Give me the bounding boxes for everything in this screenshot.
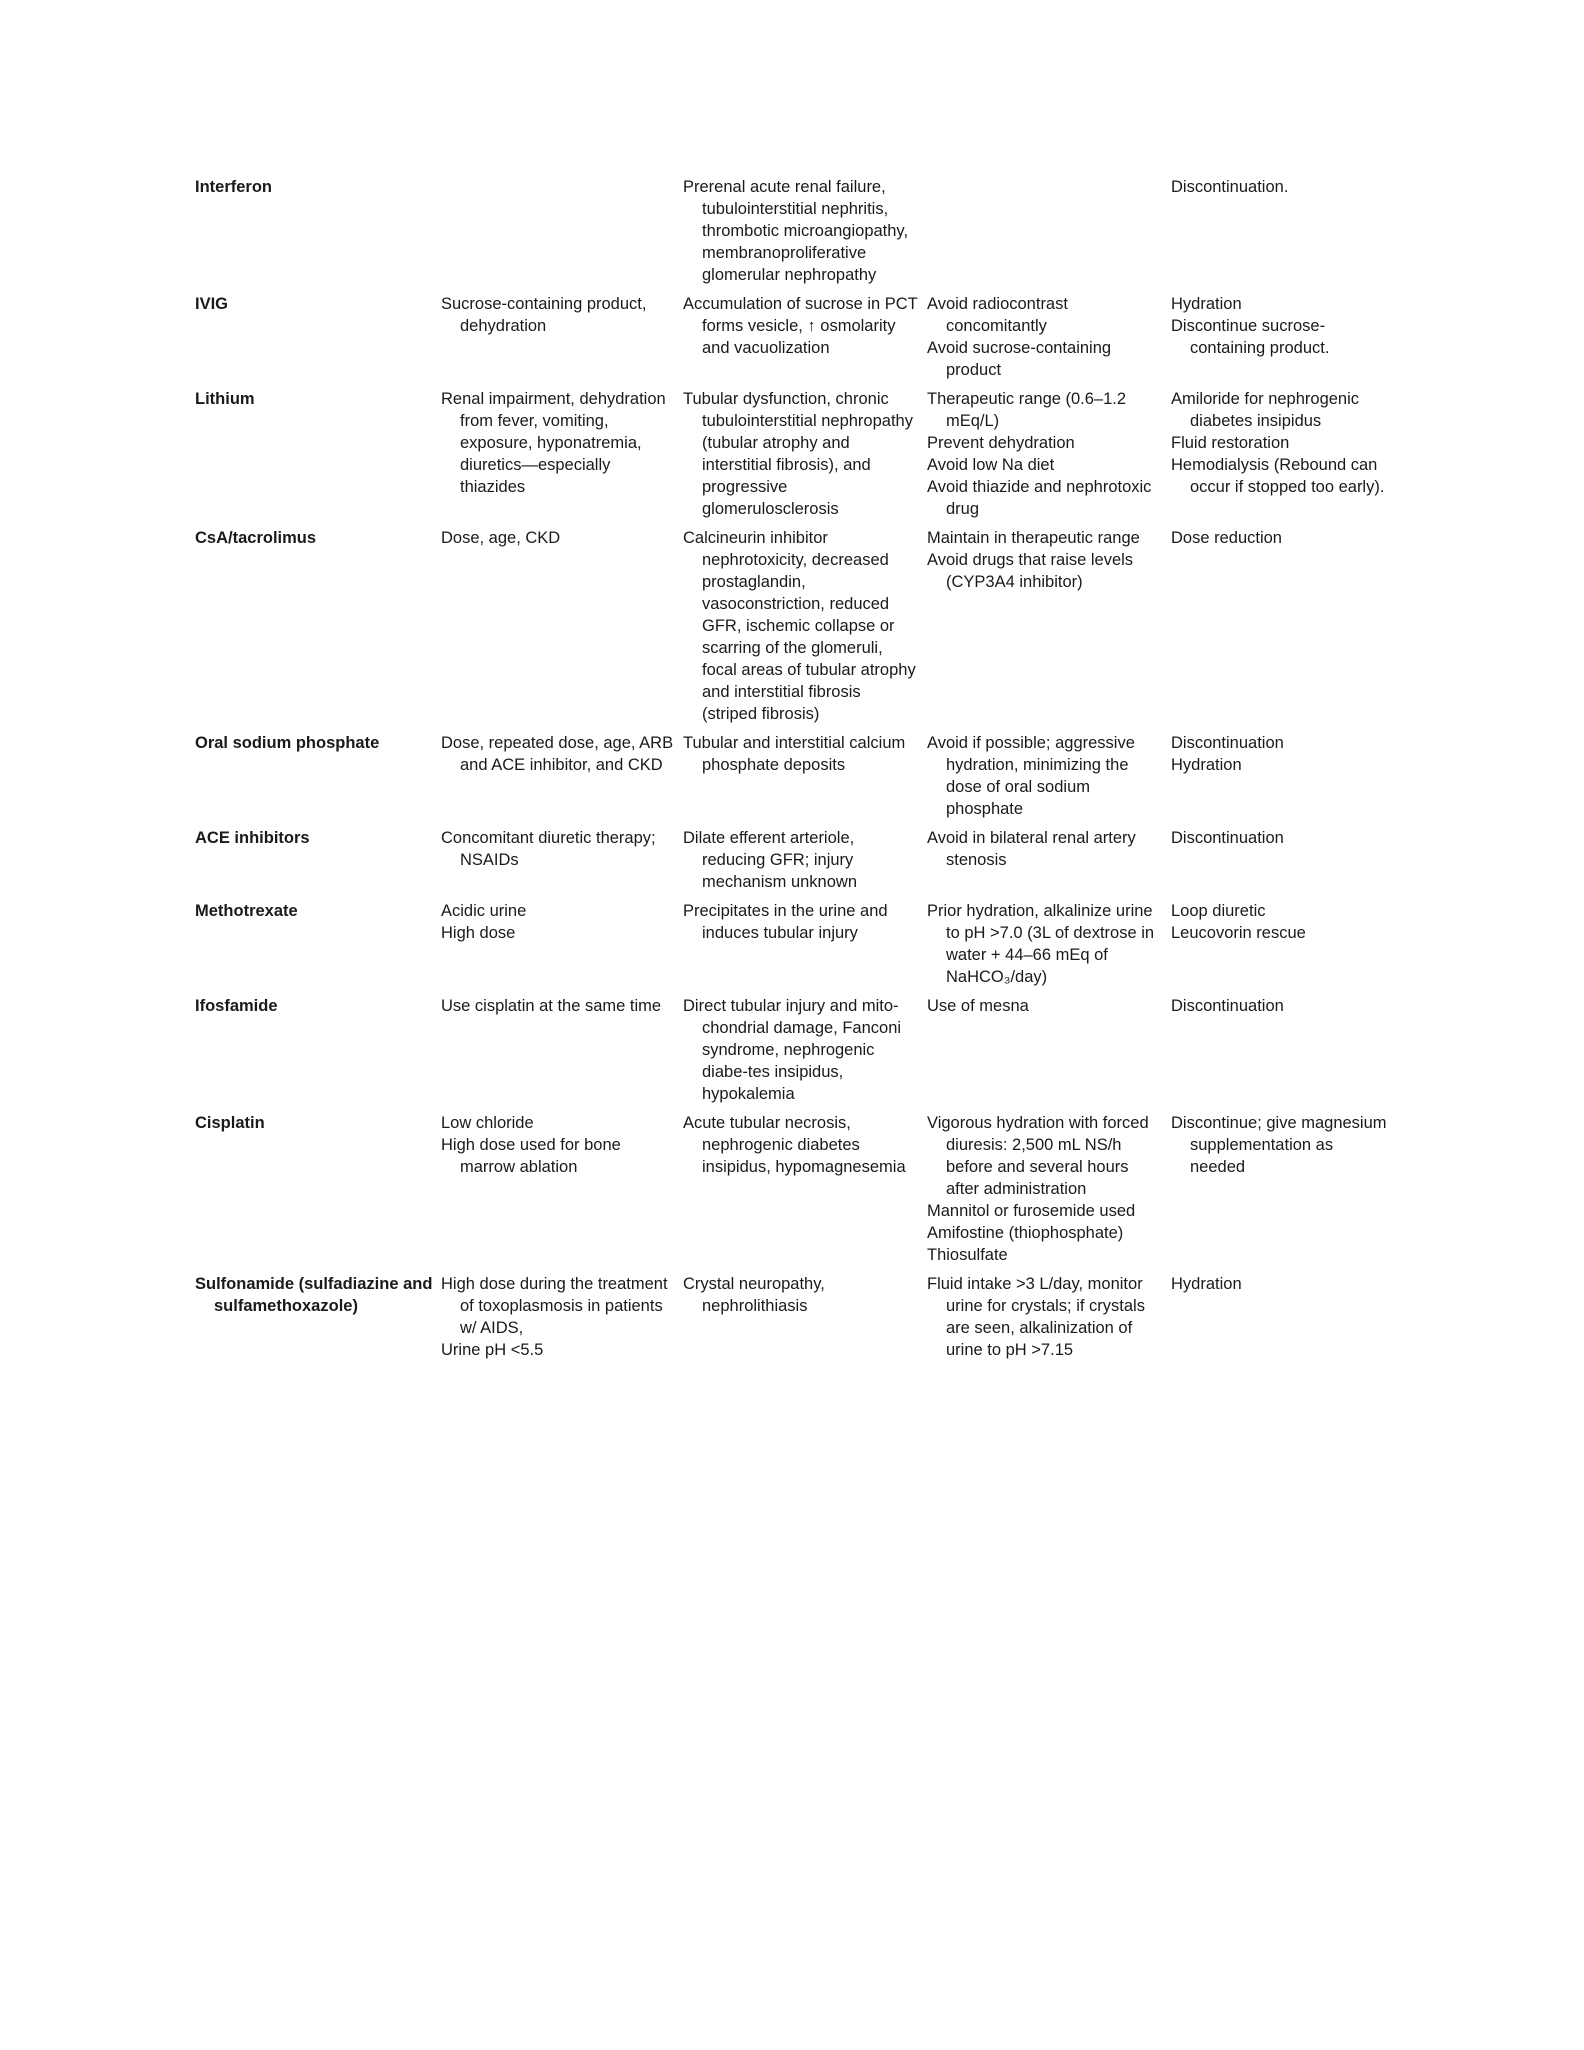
management-cell [1167,527,1391,732]
prevention-cell [923,900,1167,995]
drug-name-cell [191,1112,437,1273]
management-text: Amiloride for nephrogenic diabetes insipidus [1171,390,1360,430]
prevention-text: Avoid drugs that raise levels (CYP3A4 inhibitor) [927,551,1134,591]
management-cell [1167,732,1391,827]
mechanism-cell [679,293,923,388]
management-text: Leucovorin rescue [1171,924,1306,942]
management-text: Loop diuretic [1171,902,1266,920]
management-text: Discontinue; give magnesium supplementation as needed [1171,1114,1387,1176]
risk-text: Sucrose-containing product, dehydration [441,295,647,335]
risk-factors-cell [437,1273,679,1368]
risk-text: Concomitant diuretic therapy; NSAIDs [441,829,656,869]
risk-factors-cell [437,293,679,388]
mechanism-text: Dilate efferent arteriole, reducing GFR; injury mechanism unknown [683,829,857,891]
table-row [191,176,1391,293]
mechanism-cell [679,827,923,900]
prevention-text: Avoid low Na diet [927,456,1055,474]
drug-text: ACE inhibitors [195,829,310,847]
prevention-text: Avoid thiazide and nephrotoxic drug [927,478,1152,518]
risk-factors-cell [437,827,679,900]
mechanism-cell [679,176,923,293]
risk-factors-cell [437,1112,679,1273]
drug-text: Sulfonamide (sulfadiazine and sulfamethoxazole) [195,1275,433,1315]
prevention-text: Thiosulfate [927,1246,1008,1264]
management-text: Hydration [1171,756,1242,774]
management-text: Hemodialysis (Rebound can occur if stopped too early). [1171,456,1385,496]
drug-text: Methotrexate [195,902,298,920]
mechanism-cell [679,1273,923,1368]
drug-name-cell [191,293,437,388]
risk-text: Dose, age, CKD [441,529,561,547]
prevention-cell [923,1112,1167,1273]
risk-factors-cell [437,176,679,293]
management-cell [1167,995,1391,1112]
mechanism-cell [679,1112,923,1273]
drug-text: CsA/tacrolimus [195,529,317,547]
risk-factors-cell [437,900,679,995]
management-text: Discontinuation [1171,997,1284,1015]
management-cell [1167,827,1391,900]
mechanism-text: Accumulation of sucrose in PCT forms vesicle, ↑ osmolarity and vacuolization [683,295,918,357]
prevention-cell [923,827,1167,900]
drug-text: Oral sodium phosphate [195,734,380,752]
mechanism-text: Prerenal acute renal failure, tubulointerstitial nephritis, thrombotic microangiopathy, membranoproliferative glomerular nephropathy [683,178,909,284]
drug-name-cell [191,388,437,527]
risk-text: Acidic urine [441,902,527,920]
mechanism-cell [679,732,923,827]
drug-name-cell [191,176,437,293]
drug-name-cell [191,827,437,900]
risk-factors-cell [437,388,679,527]
management-text: Discontinuation [1171,734,1284,752]
risk-factors-cell [437,732,679,827]
prevention-text: Therapeutic range (0.6–1.2 mEq/L) [927,390,1127,430]
prevention-cell [923,388,1167,527]
management-cell [1167,900,1391,995]
drug-name-cell [191,732,437,827]
table-row [191,732,1391,827]
drug-name-cell [191,527,437,732]
prevention-text: Use of mesna [927,997,1029,1015]
prevention-cell [923,1273,1167,1368]
management-text: Discontinuation. [1171,178,1289,196]
risk-text: Use cisplatin at the same time [441,997,662,1015]
table-row [191,995,1391,1112]
table-row [191,1273,1391,1368]
prevention-cell [923,527,1167,732]
prevention-text: Avoid if possible; aggressive hydration, minimizing the dose of oral sodium phosphate [927,734,1135,818]
management-cell [1167,293,1391,388]
mechanism-text: Tubular dysfunction, chronic tubulointerstitial nephropathy (tubular atrophy and interstitial fibrosis), and progressive glomerulosclerosis [683,390,913,518]
drug-name-cell [191,1273,437,1368]
prevention-cell [923,293,1167,388]
risk-factors-cell [437,527,679,732]
risk-text: High dose [441,924,516,942]
drug-text: Ifosfamide [195,997,278,1015]
management-text: Discontinuation [1171,829,1284,847]
prevention-text: Amifostine (thiophosphate) [927,1224,1124,1242]
mechanism-cell [679,995,923,1112]
management-text: Dose reduction [1171,529,1282,547]
risk-text: Low chloride [441,1114,534,1132]
mechanism-text: Acute tubular necrosis, nephrogenic diabetes insipidus, hypomagnesemia [683,1114,906,1176]
mechanism-text: Precipitates in the urine and induces tubular injury [683,902,888,942]
management-text: Fluid restoration [1171,434,1290,452]
table-body [191,176,1391,1368]
prevention-text: Fluid intake >3 L/day, monitor urine for crystals; if crystals are seen, alkalinization of urine to pH >7.15 [927,1275,1145,1359]
risk-factors-cell [437,995,679,1112]
prevention-cell [923,732,1167,827]
prevention-text: Vigorous hydration with forced diuresis: 2,500 mL NS/h before and several hours after administration [927,1114,1149,1198]
mechanism-text: Crystal neuropathy, nephrolithiasis [683,1275,825,1315]
prevention-text: Avoid in bilateral renal artery stenosis [927,829,1136,869]
drug-name-cell [191,900,437,995]
table-row [191,388,1391,527]
management-cell [1167,1112,1391,1273]
risk-text: Urine pH <5.5 [441,1341,544,1359]
prevention-text: Avoid radiocontrast concomitantly [927,295,1068,335]
risk-text: High dose used for bone marrow ablation [441,1136,621,1176]
table-row [191,827,1391,900]
mechanism-cell [679,900,923,995]
management-cell [1167,388,1391,527]
mechanism-cell [679,527,923,732]
table-row [191,900,1391,995]
risk-text: High dose during the treatment of toxoplasmosis in patients w/ AIDS, [441,1275,668,1337]
table-row [191,293,1391,388]
prevention-text: Prevent dehydration [927,434,1075,452]
mechanism-text: Tubular and interstitial calcium phosphate deposits [683,734,906,774]
drug-nephrotoxicity-table [191,176,1391,1368]
drug-text: Interferon [195,178,273,196]
drug-name-cell [191,995,437,1112]
prevention-text: Avoid sucrose-containing product [927,339,1112,379]
table-row [191,527,1391,732]
risk-text: Renal impairment, dehydration from fever, vomiting, exposure, hyponatremia, diuretics—especially thiazides [441,390,666,496]
table-row [191,1112,1391,1273]
management-text: Discontinue sucrose-containing product. [1171,317,1330,357]
mechanism-cell [679,388,923,527]
mechanism-text: Direct tubular injury and mito-chondrial damage, Fanconi syndrome, nephrogenic diabe-tes insipidus, hypokalemia [683,997,902,1103]
management-text: Hydration [1171,1275,1242,1293]
drug-text: IVIG [195,295,229,313]
management-cell [1167,1273,1391,1368]
prevention-cell [923,176,1167,293]
prevention-cell [923,995,1167,1112]
management-text: Hydration [1171,295,1242,313]
prevention-text: Mannitol or furosemide used [927,1202,1136,1220]
drug-text: Cisplatin [195,1114,265,1132]
prevention-text: Prior hydration, alkalinize urine to pH >7.0 (3L of dextrose in water + 44–66 mEq of NaHCO₃/day) [927,902,1155,986]
management-cell [1167,176,1391,293]
mechanism-text: Calcineurin inhibitor nephrotoxicity, decreased prostaglandin, vasoconstriction, reduced GFR, ischemic collapse or scarring of the glomeruli, focal areas of tubular atrophy and interstitial fibrosis (striped fibrosis) [683,529,916,723]
drug-text: Lithium [195,390,255,408]
risk-text: Dose, repeated dose, age, ARB and ACE inhibitor, and CKD [441,734,674,774]
prevention-text: Maintain in therapeutic range [927,529,1140,547]
